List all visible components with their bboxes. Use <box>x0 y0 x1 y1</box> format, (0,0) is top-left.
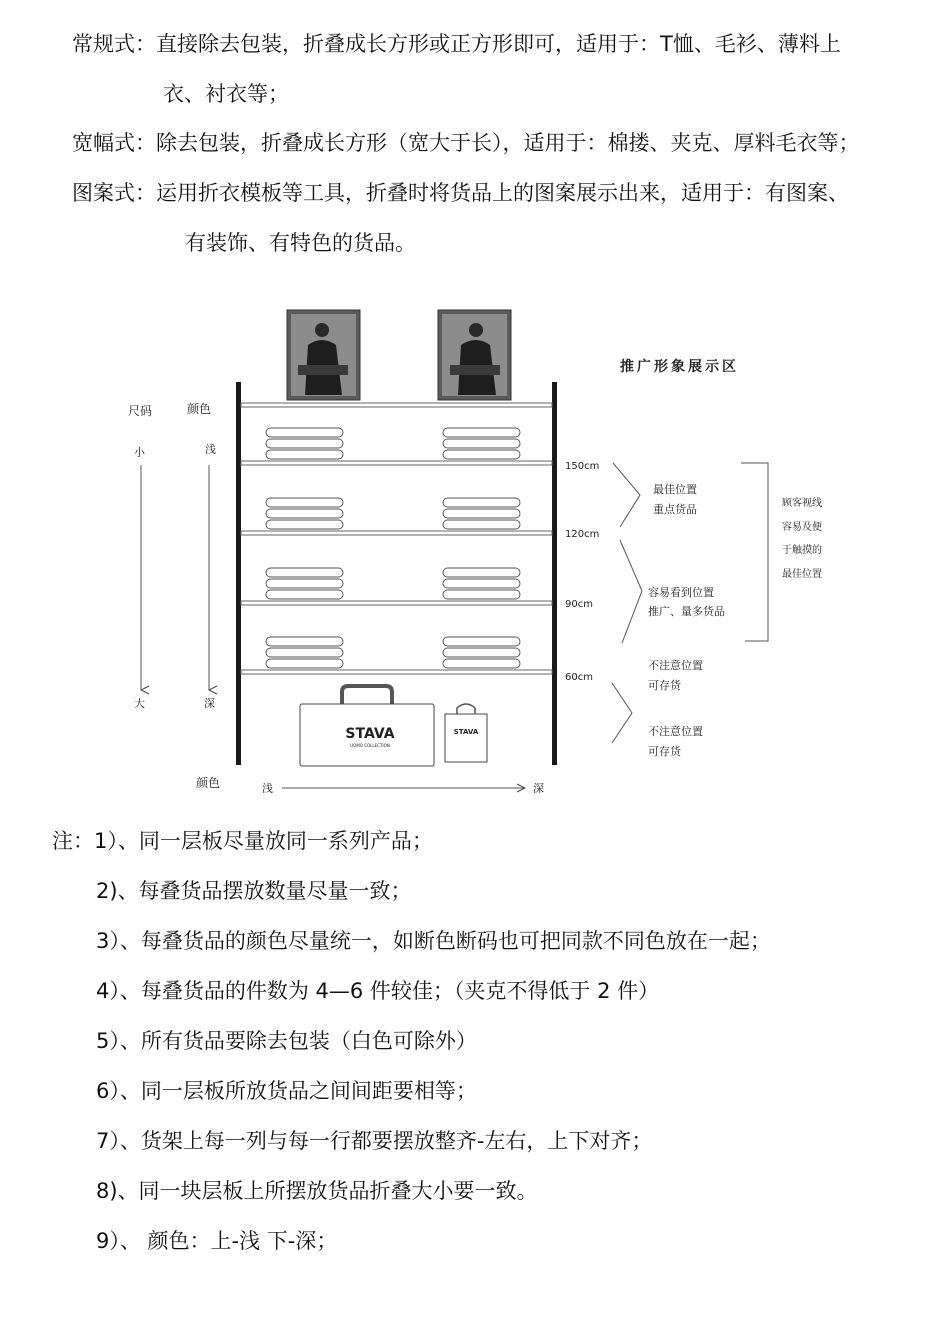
model-photo-right <box>438 310 511 400</box>
note-5: 5）、所有货品要除去包装（白色可除外） <box>96 1029 477 1053</box>
zone-low-1: 不注意位置 <box>648 659 703 672</box>
folded-garment <box>266 590 343 599</box>
folded-garment <box>266 439 343 448</box>
folded-garment <box>443 520 520 529</box>
size-small: 小 <box>134 446 145 459</box>
folded-garment <box>266 450 343 459</box>
folded-garment <box>443 450 520 459</box>
bottom-light: 浅 <box>262 782 273 795</box>
bottom-dark: 深 <box>533 782 544 795</box>
folded-garment <box>266 579 343 588</box>
sight-line-1: 顾客视线 <box>782 498 822 509</box>
intro-line-3: 宽幅式：除去包装，折叠成长方形（宽大于长），适用于：棉搂、夹克、厚料毛衣等； <box>72 131 860 155</box>
intro-line-2: 衣、衬衣等； <box>163 82 289 106</box>
folded-garment <box>443 428 520 437</box>
folded-garment <box>443 590 520 599</box>
height-150: 150cm <box>565 461 600 472</box>
zone-visible-1: 容易看到位置 <box>648 586 714 599</box>
note-2: 2)、每叠货品摆放数量尽量一致； <box>96 879 412 903</box>
zone-bottom-2: 可存货 <box>648 745 681 758</box>
model-photo-left <box>287 310 360 400</box>
note-9: 9）、 颜色：上-浅 下-深； <box>96 1229 338 1253</box>
folded-garment <box>266 659 343 668</box>
sight-line-3: 于触摸的 <box>782 545 822 556</box>
brand-logo-large-sub: UOMO COLLECTION <box>350 743 390 748</box>
zone-bottom-1: 不注意位置 <box>648 725 703 738</box>
brand-logo-large: STAVA <box>345 726 395 742</box>
note-3: 3）、每叠货品的颜色尽量统一，如断色断码也可把同款不同色放在一起； <box>96 929 771 953</box>
zone-best-2: 重点货品 <box>653 503 697 516</box>
zone-best-1: 最佳位置 <box>653 483 697 496</box>
folded-garment <box>443 637 520 646</box>
size-large: 大 <box>134 697 145 710</box>
folded-garment <box>266 428 343 437</box>
folded-garment <box>266 520 343 529</box>
folded-garment <box>443 648 520 657</box>
folded-garment <box>443 579 520 588</box>
folded-garment <box>266 509 343 518</box>
shopping-bag-small <box>445 704 487 762</box>
note-7: 7）、货架上每一列与每一行都要摆放整齐-左右，上下对齐； <box>96 1129 653 1153</box>
folded-garment <box>443 509 520 518</box>
zone-visible-2: 推广、量多货品 <box>648 605 725 618</box>
intro-line-5: 有装饰、有特色的货品。 <box>185 231 416 255</box>
intro-line-1: 常规式：直接除去包装，折叠成长方形或正方形即可，适用于：T恤、毛衫、薄料上 <box>72 32 841 56</box>
color-dark: 深 <box>204 697 215 710</box>
folded-garment <box>266 568 343 577</box>
color-light: 浅 <box>205 443 216 456</box>
folded-garment <box>443 659 520 668</box>
folded-garment <box>266 498 343 507</box>
intro-line-4: 图案式：运用折衣模板等工具，折叠时将货品上的图案展示出来，适用于：有图案、 <box>72 181 849 205</box>
folded-garment <box>266 637 343 646</box>
folded-garment <box>266 648 343 657</box>
note-1: 注：1）、同一层板尽量放同一系列产品； <box>52 829 433 853</box>
zone-low-2: 可存货 <box>648 679 681 692</box>
folded-garment <box>443 439 520 448</box>
height-60: 60cm <box>565 672 593 683</box>
folded-garment <box>443 568 520 577</box>
shelf-diagram <box>0 295 950 815</box>
brand-logo-small: STAVA <box>453 728 479 736</box>
shopping-bag-large <box>300 686 434 766</box>
sight-line-2: 容易及便 <box>782 522 822 533</box>
size-label: 尺码 <box>128 404 153 418</box>
shelf-upright-right <box>552 382 557 765</box>
height-90: 90cm <box>565 599 593 610</box>
height-120: 120cm <box>565 529 600 540</box>
color-label: 颜色 <box>187 402 212 416</box>
note-6: 6）、同一层板所放货品之间间距要相等； <box>96 1079 477 1103</box>
note-4: 4）、每叠货品的件数为 4—6 件较佳；（夹克不得低于 2 件） <box>96 979 660 1003</box>
promo-area-title: 推广形象展示区 <box>620 359 739 375</box>
note-8: 8)、同一块层板上所摆放货品折叠大小要一致。 <box>96 1179 538 1203</box>
bottom-color-label: 颜色 <box>196 776 221 790</box>
sight-line-4: 最佳位置 <box>782 569 822 580</box>
folded-garment <box>443 498 520 507</box>
shelf-upright-left <box>236 382 241 765</box>
